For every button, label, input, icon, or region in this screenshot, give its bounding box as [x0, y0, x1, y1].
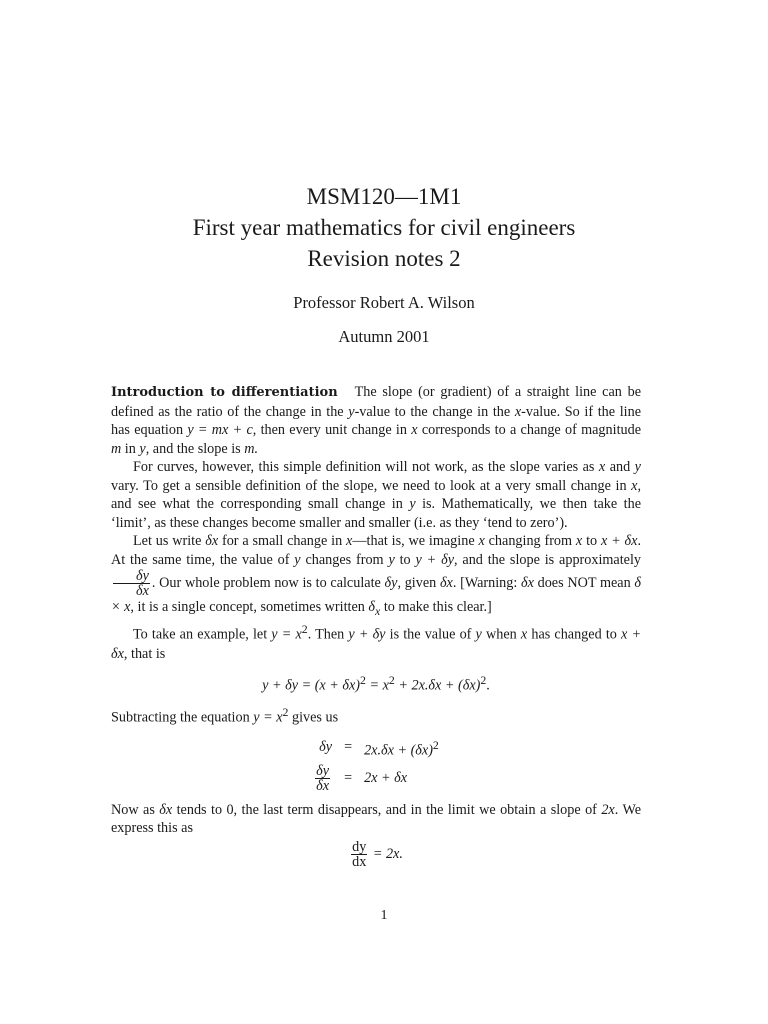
math-var: m — [111, 440, 122, 457]
text-fragment: . Our whole problem now is to calculate — [151, 574, 385, 591]
fraction-dy-dx — [113, 569, 150, 598]
math-expression: + 2x.δx + (δx) — [394, 677, 481, 694]
math-var: x — [520, 627, 528, 644]
text-fragment: , and the slope is — [145, 440, 245, 457]
title-line-2: First year mathematics for civil engineers — [192, 215, 576, 240]
math-expression: y + δy — [348, 627, 386, 644]
body-text — [111, 383, 641, 877]
text-fragment: to make this clear.] — [380, 599, 492, 615]
math-exponent: 2 — [282, 705, 289, 720]
math-exponent: 2 — [301, 622, 308, 637]
text-fragment: . We express this as — [111, 801, 642, 837]
text-fragment: , then every unit change in — [252, 422, 412, 438]
section-heading: Introduction to differentiation — [111, 385, 338, 400]
math-expression: y + δy — [415, 551, 454, 568]
text-fragment: corresponds to a change of magnitude — [417, 422, 641, 438]
text-fragment: tends to 0, the last term disappears, and in the limit we obtain a slope of — [172, 801, 602, 818]
text-fragment: Subtracting the equation — [111, 710, 254, 727]
math-var: x — [514, 403, 522, 420]
math-var: y — [634, 459, 641, 475]
text-fragment: to — [394, 551, 416, 568]
math-var: x — [478, 533, 485, 549]
paragraph-1 — [111, 383, 641, 458]
text-fragment: , and see what the corresponding small change in — [111, 477, 641, 512]
math-expression: y = x — [253, 710, 283, 727]
math-var: δx — [205, 533, 219, 549]
math-exponent: 2 — [388, 673, 395, 688]
math-expression: x + δx — [600, 533, 638, 549]
paragraph-3 — [111, 532, 641, 620]
text-fragment: Now as — [111, 801, 160, 818]
math-exponent: 2 — [432, 737, 439, 752]
math-exponent: 2 — [480, 673, 487, 688]
text-fragment: . [Warning: — [452, 574, 521, 591]
text-fragment: is the value of — [385, 627, 476, 644]
text-fragment: For curves, however, this simple definition will not work, as the slope varies as — [133, 459, 599, 475]
math-expression: y = x — [271, 627, 302, 644]
text-fragment: in — [121, 440, 140, 457]
equals-sign: = — [344, 739, 353, 756]
text-fragment: changes from — [300, 551, 389, 568]
text-fragment: To take an example, let — [133, 627, 272, 644]
math-expression: = 2x. — [369, 845, 403, 862]
text-fragment: changing from — [484, 533, 576, 549]
math-expression: = x — [365, 677, 389, 694]
equation-row — [307, 734, 445, 762]
author: Professor Robert A. Wilson — [293, 293, 475, 312]
text-fragment: The slope (or gradient) of a straight line can be defined as the ratio of the change in the — [111, 384, 641, 420]
math-var: δx — [520, 574, 534, 591]
paragraph-4 — [111, 620, 641, 663]
math-var: y — [409, 496, 416, 512]
math-var: y — [348, 403, 355, 420]
math-expression: 2x.δx + (δx) — [364, 742, 433, 759]
math-var: x — [631, 477, 638, 494]
text-fragment: to — [582, 533, 601, 549]
fraction-derivative — [351, 840, 367, 869]
math-var: x — [346, 533, 353, 549]
math-expression: 2x — [601, 801, 615, 818]
math-var: δy — [384, 574, 398, 591]
text-fragment: , that is — [123, 645, 166, 662]
math-expression: y + δy = (x + δx) — [262, 677, 361, 694]
math-var: y — [388, 551, 395, 568]
text-fragment: for a small change in — [218, 533, 347, 549]
math-var: x — [575, 533, 583, 549]
date: Autumn 2001 — [338, 327, 430, 346]
fraction-numerator: δy — [113, 569, 150, 584]
text-fragment: , given — [397, 574, 440, 591]
math-expression: x + δx — [111, 627, 642, 662]
fraction-denominator: dx — [352, 853, 367, 870]
paragraph-5 — [111, 703, 641, 727]
text-fragment: and — [605, 459, 635, 475]
fraction-dy-dx — [315, 764, 330, 793]
math-subscript: x — [375, 603, 381, 618]
math-expression: δ × x — [111, 574, 641, 615]
equals-sign: = — [344, 770, 353, 787]
text-fragment: . Then — [307, 627, 349, 644]
text-fragment: -value. So if the line has equation — [111, 403, 641, 438]
text-fragment: , and the slope is approximately — [454, 551, 641, 568]
math-var: x — [411, 422, 418, 438]
math-exponent: 2 — [360, 673, 366, 688]
page-number: 1 — [380, 908, 388, 923]
fraction-numerator: δy — [316, 762, 330, 779]
math-punctuation: . — [486, 677, 490, 694]
math-var: δy — [319, 739, 333, 756]
text-fragment: . At the same time, the value of — [111, 533, 641, 568]
equation-derivative — [111, 840, 641, 869]
title-line-1: MSM120—1M1 — [306, 184, 462, 209]
fraction-denominator: δx — [316, 777, 330, 794]
text-fragment: , it is a single concept, sometimes written — [130, 599, 369, 615]
text-fragment: vary. To get a sensible definition of the slope, we need to look at a very small change in — [111, 477, 632, 494]
fraction-denominator: δx — [136, 583, 149, 599]
math-var: δx — [439, 574, 453, 591]
math-var: x — [598, 459, 606, 475]
fraction-numerator: dy — [352, 838, 367, 855]
text-fragment: -value to the change in the — [354, 403, 515, 420]
text-fragment: has changed to — [527, 627, 621, 644]
math-var: y — [139, 440, 146, 457]
math-var: δx — [159, 801, 173, 818]
title-line-3: Revision notes 2 — [307, 246, 461, 271]
equation-expansion — [111, 671, 641, 695]
text-fragment: —that is, we imagine — [352, 533, 479, 549]
math-expression: 2x + δx — [364, 770, 408, 787]
paragraph-2 — [111, 458, 641, 532]
equation-row — [307, 762, 445, 795]
math-var: δ — [368, 599, 376, 615]
math-var: m. — [244, 440, 259, 457]
text-fragment: Let us write — [133, 533, 206, 549]
text-fragment: gives us — [288, 710, 339, 727]
math-expression: y = mx + c — [187, 422, 253, 438]
text-fragment: is. Mathematically, we then take the ‘limit’, as these changes become smaller and smaller (i.e. as they ‘tend to zero’). — [111, 496, 641, 531]
equation-array — [307, 734, 445, 795]
text-fragment: when — [481, 627, 521, 644]
math-var: y — [475, 627, 482, 644]
text-fragment: does NOT mean — [533, 574, 635, 591]
math-var: y — [294, 551, 301, 568]
paragraph-6 — [111, 801, 641, 838]
